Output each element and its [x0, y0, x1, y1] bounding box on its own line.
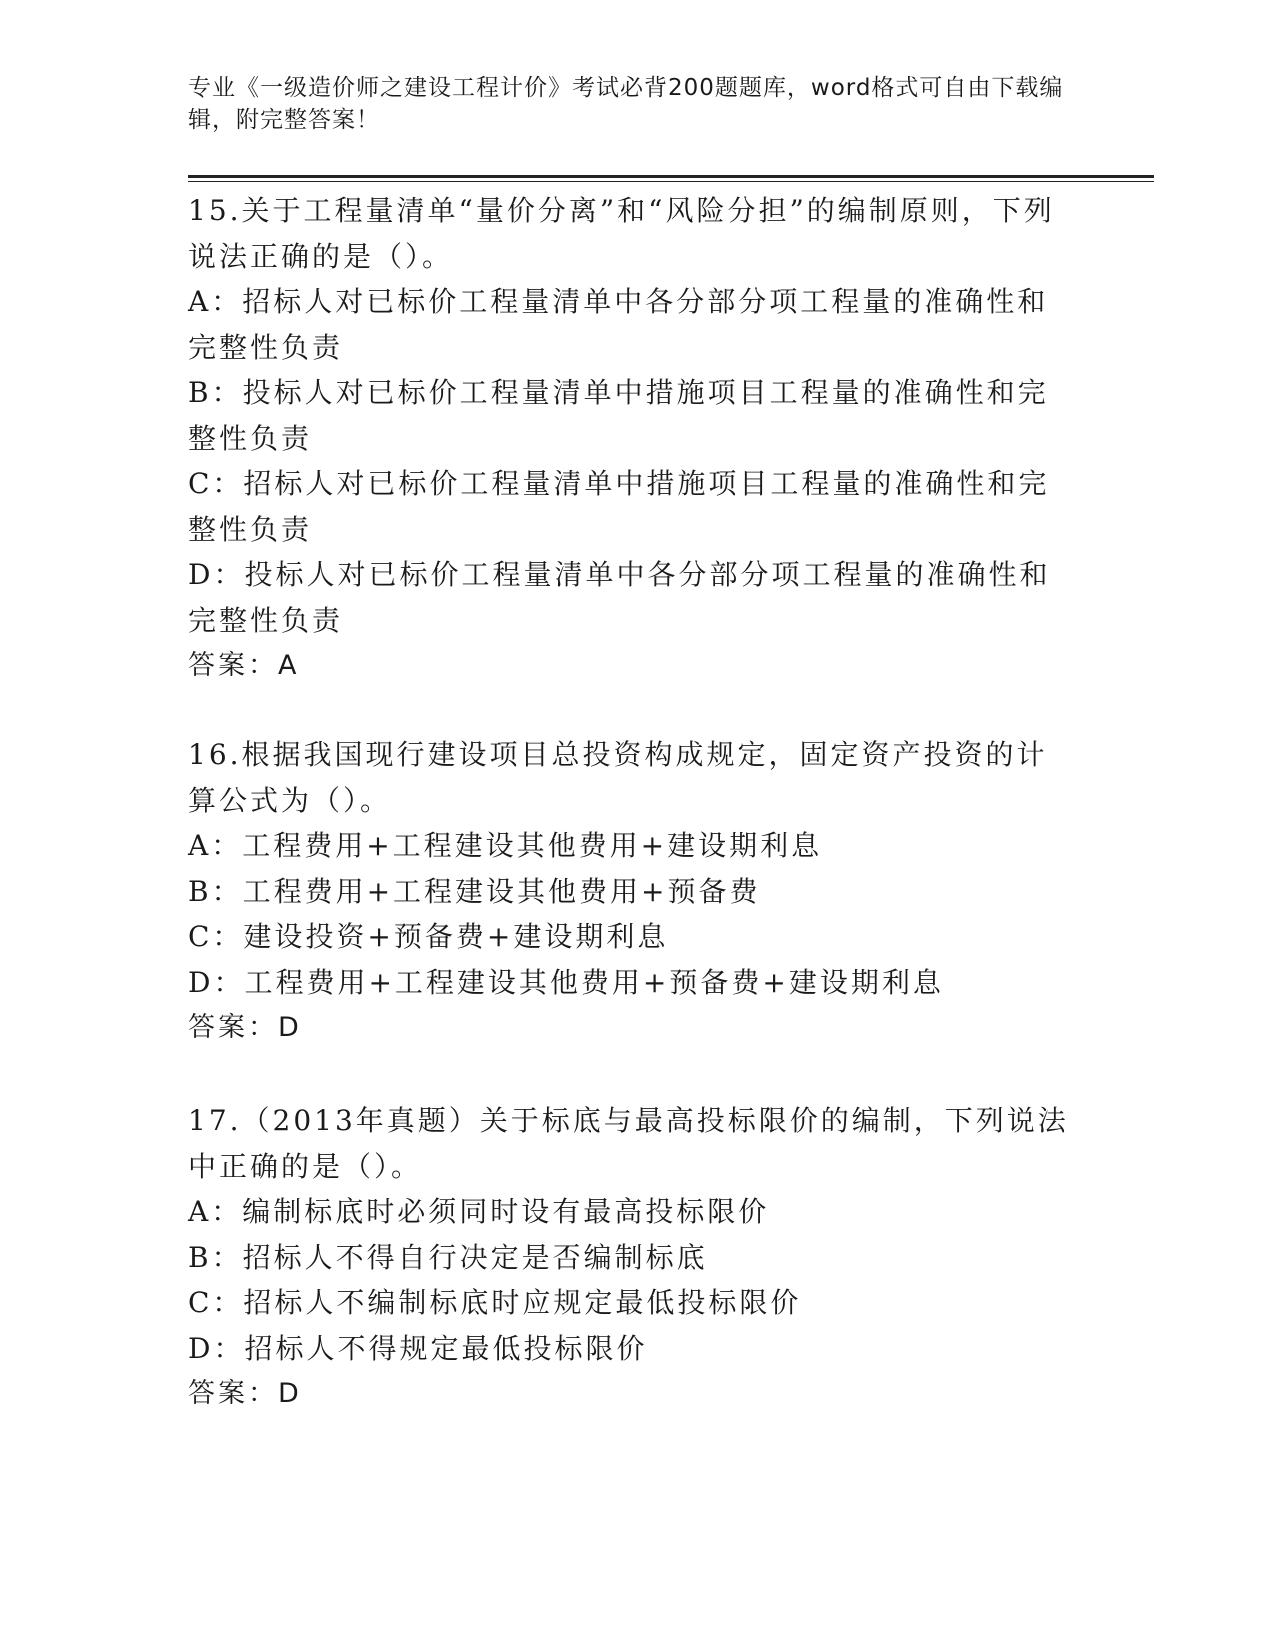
option-b: B：工程费用+工程建设其他费用+预备费	[188, 874, 761, 908]
option-a: A：编制标底时必须同时设有最高投标限价	[188, 1195, 770, 1228]
question-stem: 15.关于工程量清单“量价分离”和“风险分担”的编制原则，下列说法正确的是（）。	[188, 194, 1055, 273]
document-header: 专业《一级造价师之建设工程计价》考试必背200题题库，word格式可自由下载编辑，附完整答案！	[188, 75, 1064, 133]
option-b: B：招标人不得自行决定是否编制标底	[188, 1240, 708, 1274]
option-d: D：招标人不得规定最低投标限价	[188, 1331, 648, 1365]
option-a: A：招标人对已标价工程量清单中各分部分项工程量的准确性和完整性负责	[188, 285, 1049, 364]
question-17	[188, 1098, 1078, 1417]
option-c: C：建设投资+预备费+建设期利息	[188, 920, 669, 953]
answer-line: 答案：A	[188, 650, 300, 681]
question-stem: 16.根据我国现行建设项目总投资构成规定，固定资产投资的计算公式为（）。	[188, 738, 1048, 817]
header-divider-thin	[188, 181, 1154, 182]
answer-line: 答案：D	[188, 1378, 302, 1409]
header-divider-thick	[188, 175, 1154, 178]
option-c: C：招标人不编制标底时应规定最低投标限价	[188, 1286, 802, 1319]
question-stem: 17.（2013年真题）关于标底与最高投标限价的编制，下列说法中正确的是（）。	[188, 1104, 1069, 1183]
option-d: D：投标人对已标价工程量清单中各分部分项工程量的准确性和完整性负责	[188, 558, 1051, 637]
answer-line: 答案：D	[188, 1012, 302, 1043]
option-c: C：招标人对已标价工程量清单中措施项目工程量的准确性和完整性负责	[188, 467, 1050, 546]
option-b: B：投标人对已标价工程量清单中措施项目工程量的准确性和完整性负责	[188, 376, 1049, 455]
option-a: A：工程费用+工程建设其他费用+建设期利息	[188, 829, 823, 862]
option-d: D：工程费用+工程建设其他费用+预备费+建设期利息	[188, 965, 944, 999]
question-16	[188, 732, 1078, 1051]
question-15	[188, 188, 1078, 689]
